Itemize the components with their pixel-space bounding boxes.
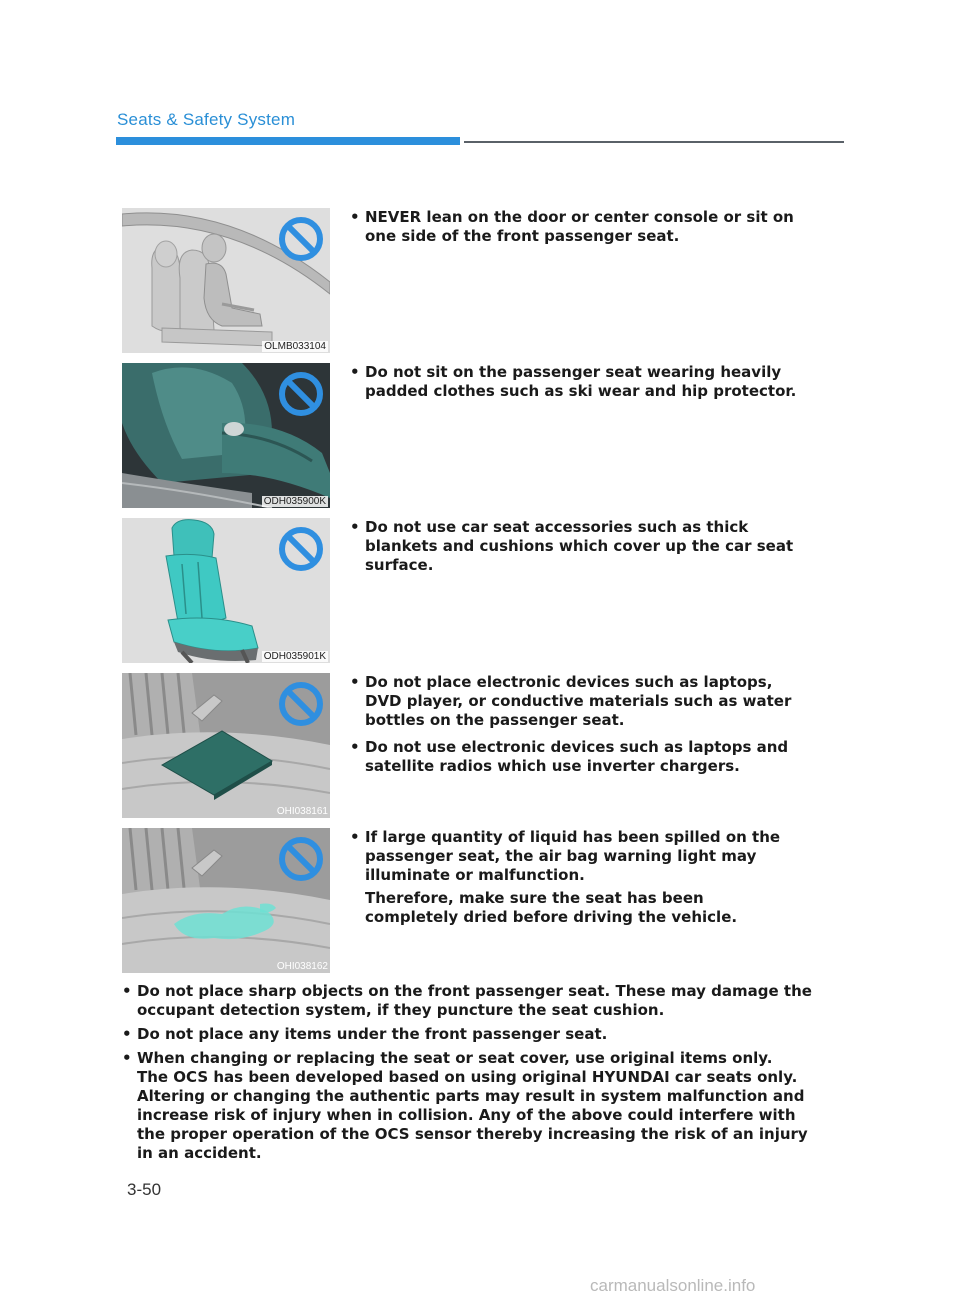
image-code: ODH035901K <box>263 651 326 662</box>
bullet-text: Do not place electronic devices such as laptops, DVD player, or conductive materials such as water bottles on the passenger seat. <box>365 673 792 729</box>
instruction-block-4 <box>122 673 812 819</box>
image-code: OHI038161 <box>276 806 328 817</box>
bullet-list <box>350 518 800 583</box>
bullet-list <box>350 673 800 784</box>
bullet-icon: • <box>122 1049 132 1067</box>
bullet-item <box>350 828 800 927</box>
bullet-subtext: Therefore, make sure the seat has been completely dried before driving the vehicle. <box>365 889 738 926</box>
bullet-text: NEVER lean on the door or center console or sit on one side of the front passenger seat. <box>365 208 794 245</box>
bullet-item <box>122 1025 812 1044</box>
bullet-icon: • <box>350 828 360 846</box>
illustration-1 <box>122 208 330 353</box>
image-code: OLMB033104 <box>264 341 326 352</box>
bullet-subtext: The OCS has been developed based on using original HYUNDAI car seats only. Altering or changing the authentic parts may result in system malfunction and increase risk of injury when in collision. Any of the above could interfere with the proper operation of the OCS sensor thereby increasing the risk of an injury in an accident. <box>137 1068 808 1162</box>
prohibition-icon <box>278 836 324 882</box>
page-number: 3-50 <box>127 1180 162 1199</box>
bullet-item <box>350 518 800 575</box>
illustration-5 <box>122 828 330 973</box>
bullet-text: Do not place sharp objects on the front passenger seat. These may damage the occupant detection system, if they puncture the seat cushion. <box>137 982 812 1019</box>
prohibition-icon <box>278 216 324 262</box>
bullet-icon: • <box>350 673 360 691</box>
bullet-text: Do not use car seat accessories such as thick blankets and cushions which cover up the car seat surface. <box>365 518 794 574</box>
bullet-icon: • <box>122 982 132 1000</box>
bullet-item <box>350 673 800 730</box>
bullet-icon: • <box>350 208 360 226</box>
illustration-4 <box>122 673 330 818</box>
bullet-icon: • <box>350 738 360 756</box>
bullet-text: Do not sit on the passenger seat wearing heavily padded clothes such as ski wear and hip protector. <box>365 363 797 400</box>
instruction-block-1 <box>122 208 812 354</box>
bullet-item <box>350 738 800 776</box>
instruction-block-3 <box>122 518 812 664</box>
bullet-icon: • <box>350 363 360 381</box>
bullet-text: Do not place any items under the front passenger seat. <box>137 1025 608 1043</box>
image-code: ODH035900K <box>263 496 326 507</box>
bullet-text: When changing or replacing the seat or seat cover, use original items only. <box>137 1049 773 1067</box>
image-code: OHI038162 <box>276 961 328 972</box>
bullet-list <box>350 208 800 254</box>
header-rule <box>464 141 844 143</box>
bullet-text: Do not use electronic devices such as laptops and satellite radios which use inverter chargers. <box>365 738 789 775</box>
bullet-item <box>122 982 812 1020</box>
prohibition-icon <box>278 526 324 572</box>
illustration-3 <box>122 518 330 663</box>
instruction-block-2 <box>122 363 812 509</box>
section-title: Seats & Safety System <box>117 110 296 129</box>
bullet-list <box>350 363 800 409</box>
bullet-item <box>122 1049 812 1163</box>
prohibition-icon <box>278 371 324 417</box>
prohibition-icon <box>278 681 324 727</box>
bullet-text: If large quantity of liquid has been spilled on the passenger seat, the air bag warning light may illuminate or malfunction. <box>365 828 781 884</box>
bottom-bullet-list <box>122 982 812 1168</box>
bullet-list <box>350 828 800 935</box>
bullet-item <box>350 363 800 401</box>
watermark-link[interactable]: carmanualsonline.info <box>590 1276 756 1295</box>
header-accent-bar <box>116 137 460 145</box>
bullet-icon: • <box>122 1025 132 1043</box>
illustration-2 <box>122 363 330 508</box>
bullet-item <box>350 208 800 246</box>
bullet-icon: • <box>350 518 360 536</box>
instruction-block-5 <box>122 828 812 974</box>
